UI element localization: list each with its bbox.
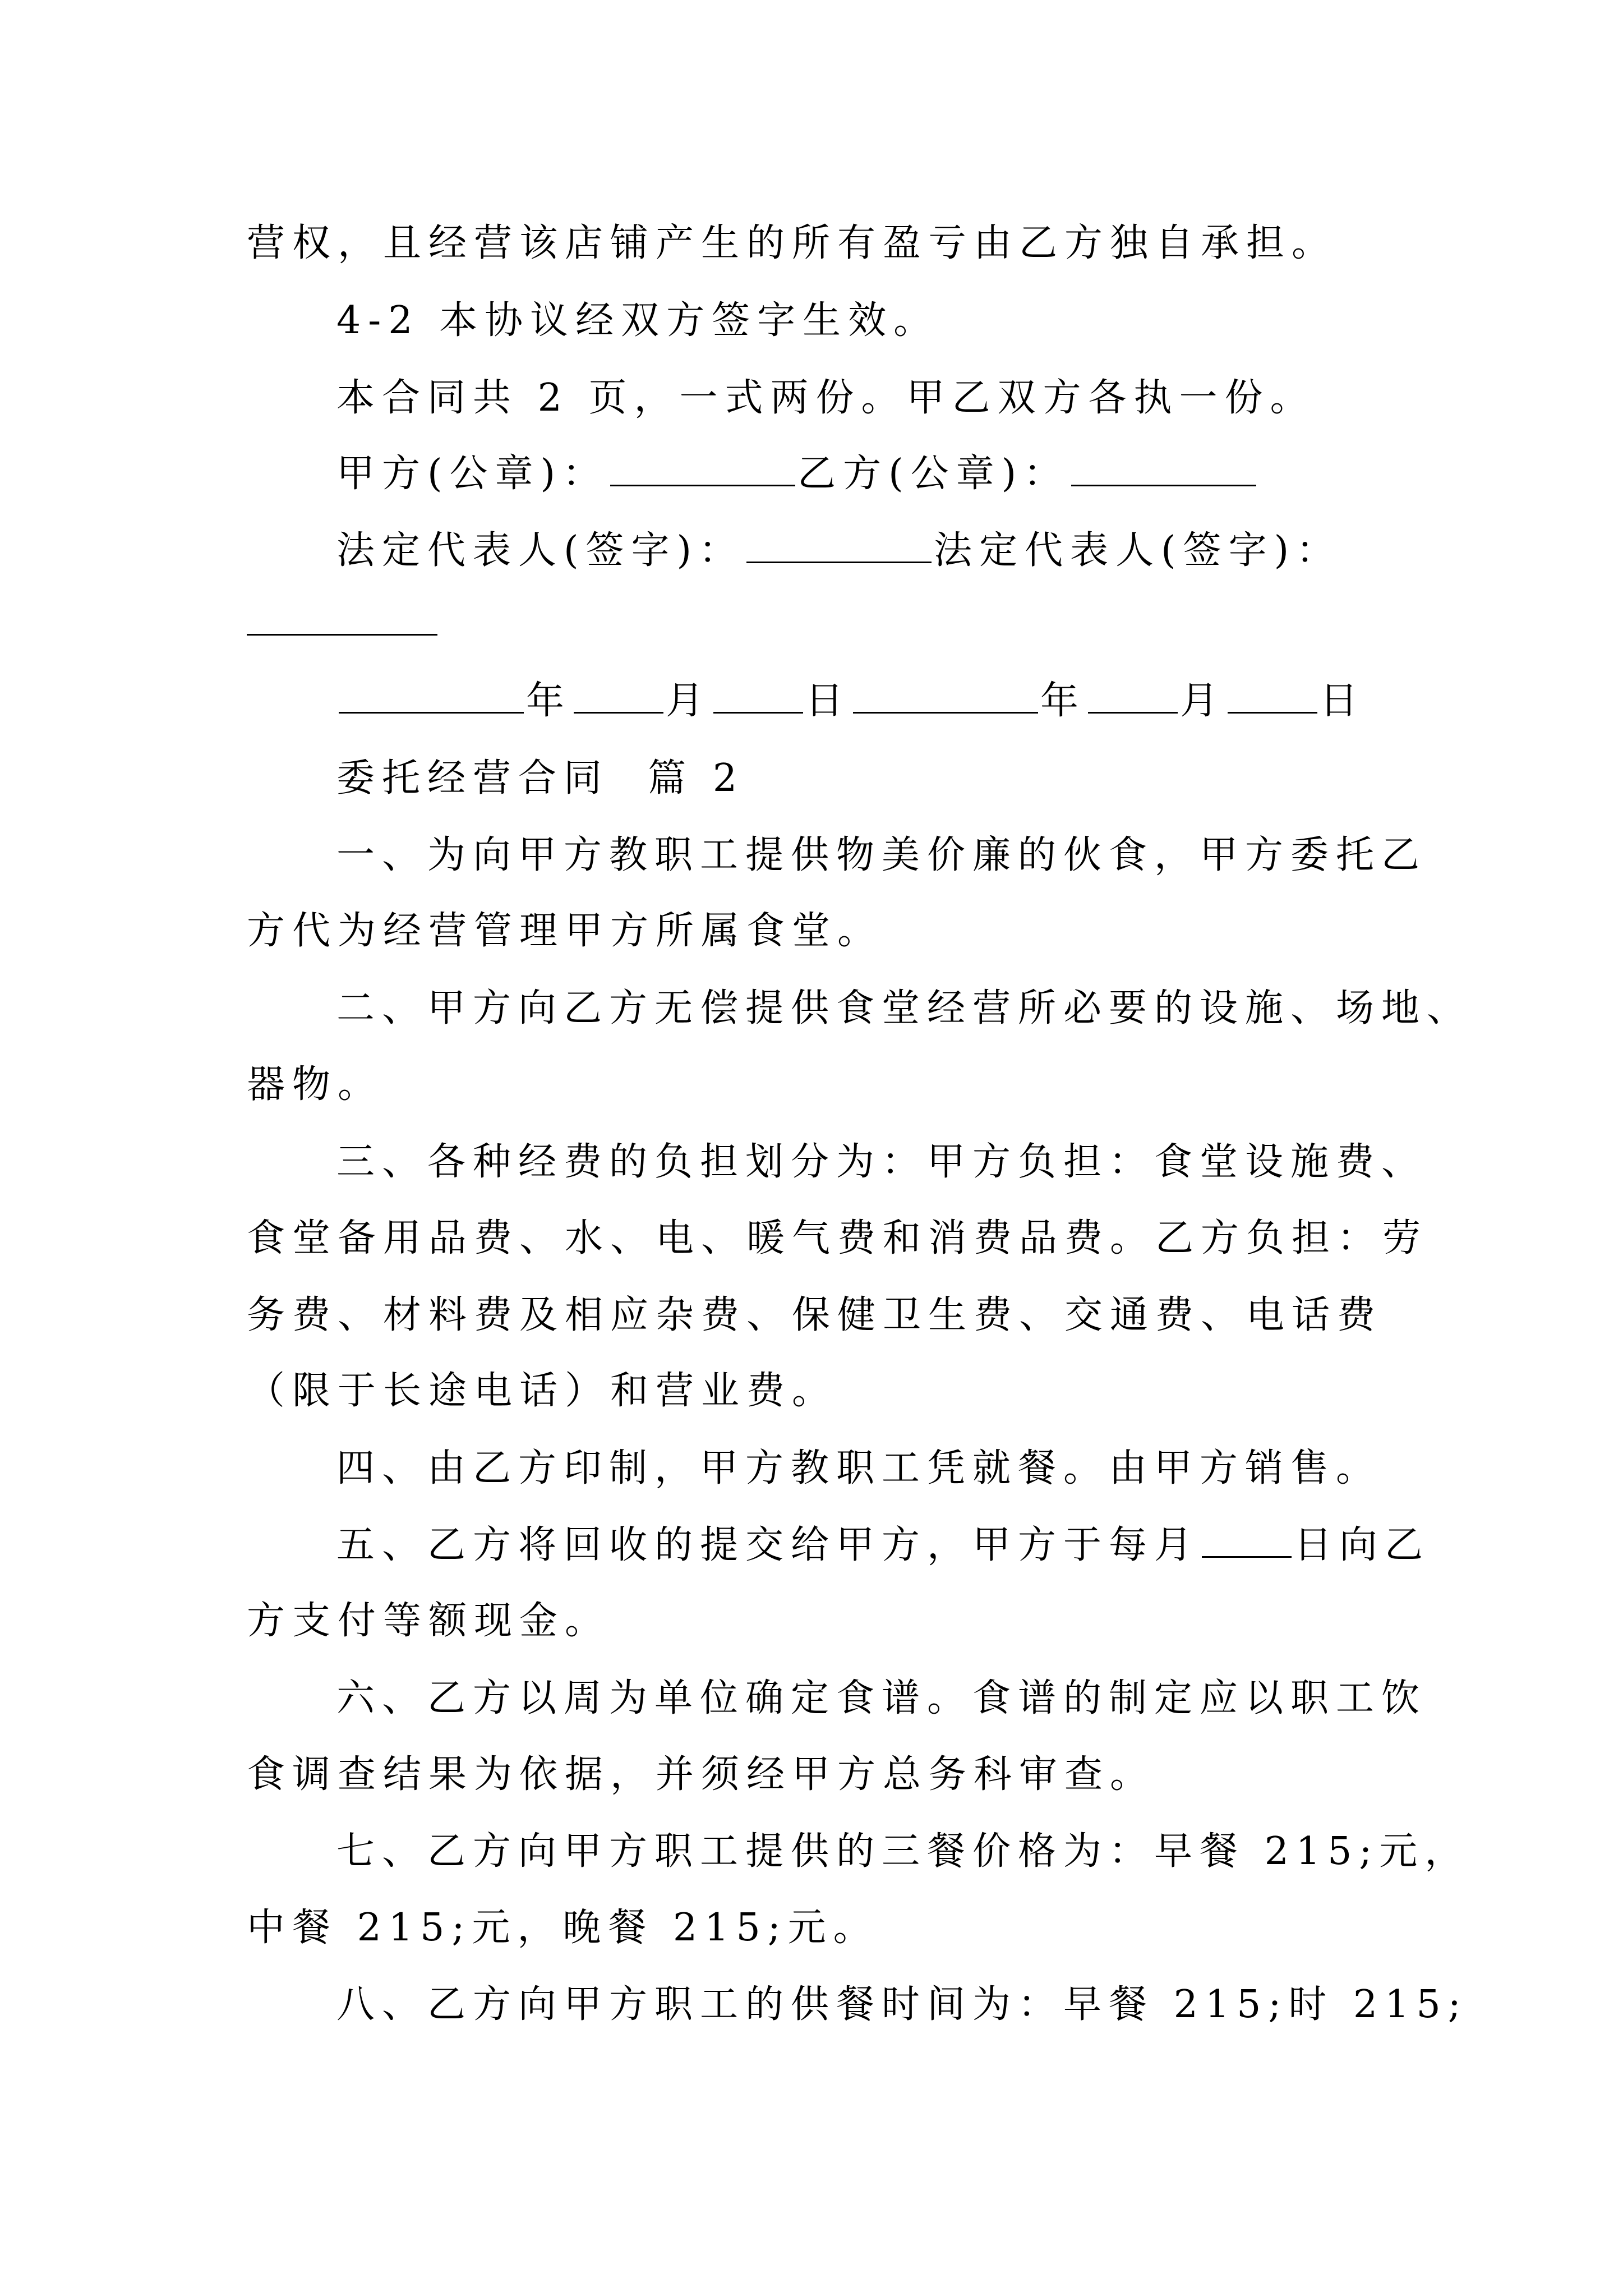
signature-rep-line: 法定代表人(签字)： 法定代表人(签字)：	[336, 528, 1342, 573]
clause-7-line-2: 中餐 215;元，晚餐 215;元。	[247, 1906, 879, 1950]
date-a-month-blank	[574, 680, 663, 714]
clause-2-line-2: 器物。	[247, 1062, 384, 1107]
clause-6-line-2: 食调查结果为依据，并须经甲方总务科审查。	[247, 1752, 1156, 1797]
date-a-day-blank	[713, 680, 803, 714]
date-a-year-blank	[339, 680, 524, 714]
clause-6-line-1: 六、乙方以周为单位确定食谱。食谱的制定应以职工饮	[336, 1676, 1427, 1720]
date-b-day-blank	[1228, 680, 1317, 714]
clause-8-line-1: 八、乙方向甲方职工的供餐时间为：早餐 215;时 215;	[336, 1982, 1468, 2027]
clause-3-line-4: （限于长途电话）和营业费。	[247, 1369, 838, 1413]
paragraph-continuation: 营权，且经营该店铺产生的所有盈亏由乙方独自承担。	[247, 221, 1338, 265]
clause-3-line-3: 务费、材料费及相应杂费、保健卫生费、交通费、电话费	[247, 1293, 1383, 1337]
signature-seal-line: 甲方(公章)： 乙方(公章)：	[336, 446, 1258, 502]
clause-3-line-2: 食堂备用品费、水、电、暖气费和消费品费。乙方负担：劳	[247, 1216, 1428, 1260]
copies-statement: 本合同共 2 页，一式两份。甲乙双方各执一份。	[336, 376, 1316, 420]
date-b-year-blank	[853, 680, 1038, 714]
party-b-rep-blank	[247, 634, 437, 636]
party-a-seal-blank	[610, 453, 795, 486]
clause-4-2: 4-2 本协议经双方签字生效。	[336, 298, 939, 343]
party-b-seal-blank	[1071, 453, 1256, 486]
clause-2-line-1: 二、甲方向乙方无偿提供食堂经营所必要的设施、场地、	[336, 986, 1473, 1030]
clause-5-line-2: 方支付等额现金。	[247, 1599, 611, 1643]
clause-5-line-1: 五、乙方将回收的提交给甲方，甲方于每月 日向乙	[336, 1523, 1431, 1567]
section-heading: 委托经营合同 篇 2	[336, 756, 745, 800]
clause-1-line-2: 方代为经营管理甲方所属食堂。	[247, 909, 883, 953]
clause-7-line-1: 七、乙方向甲方职工提供的三餐价格为：早餐 215;元，	[336, 1829, 1470, 1874]
party-a-rep-blank	[746, 530, 932, 563]
clause-4: 四、由乙方印制，甲方教职工凭就餐。由甲方销售。	[336, 1446, 1382, 1490]
payment-day-blank	[1202, 1525, 1292, 1558]
clause-1-line-1: 一、为向甲方教职工提供物美价廉的伙食，甲方委托乙	[336, 833, 1427, 877]
date-line: 年 月 日 年 月 日	[336, 673, 1365, 729]
date-b-month-blank	[1088, 680, 1178, 714]
clause-3-line-1: 三、各种经费的负担划分为：甲方负担：食堂设施费、	[336, 1140, 1427, 1184]
